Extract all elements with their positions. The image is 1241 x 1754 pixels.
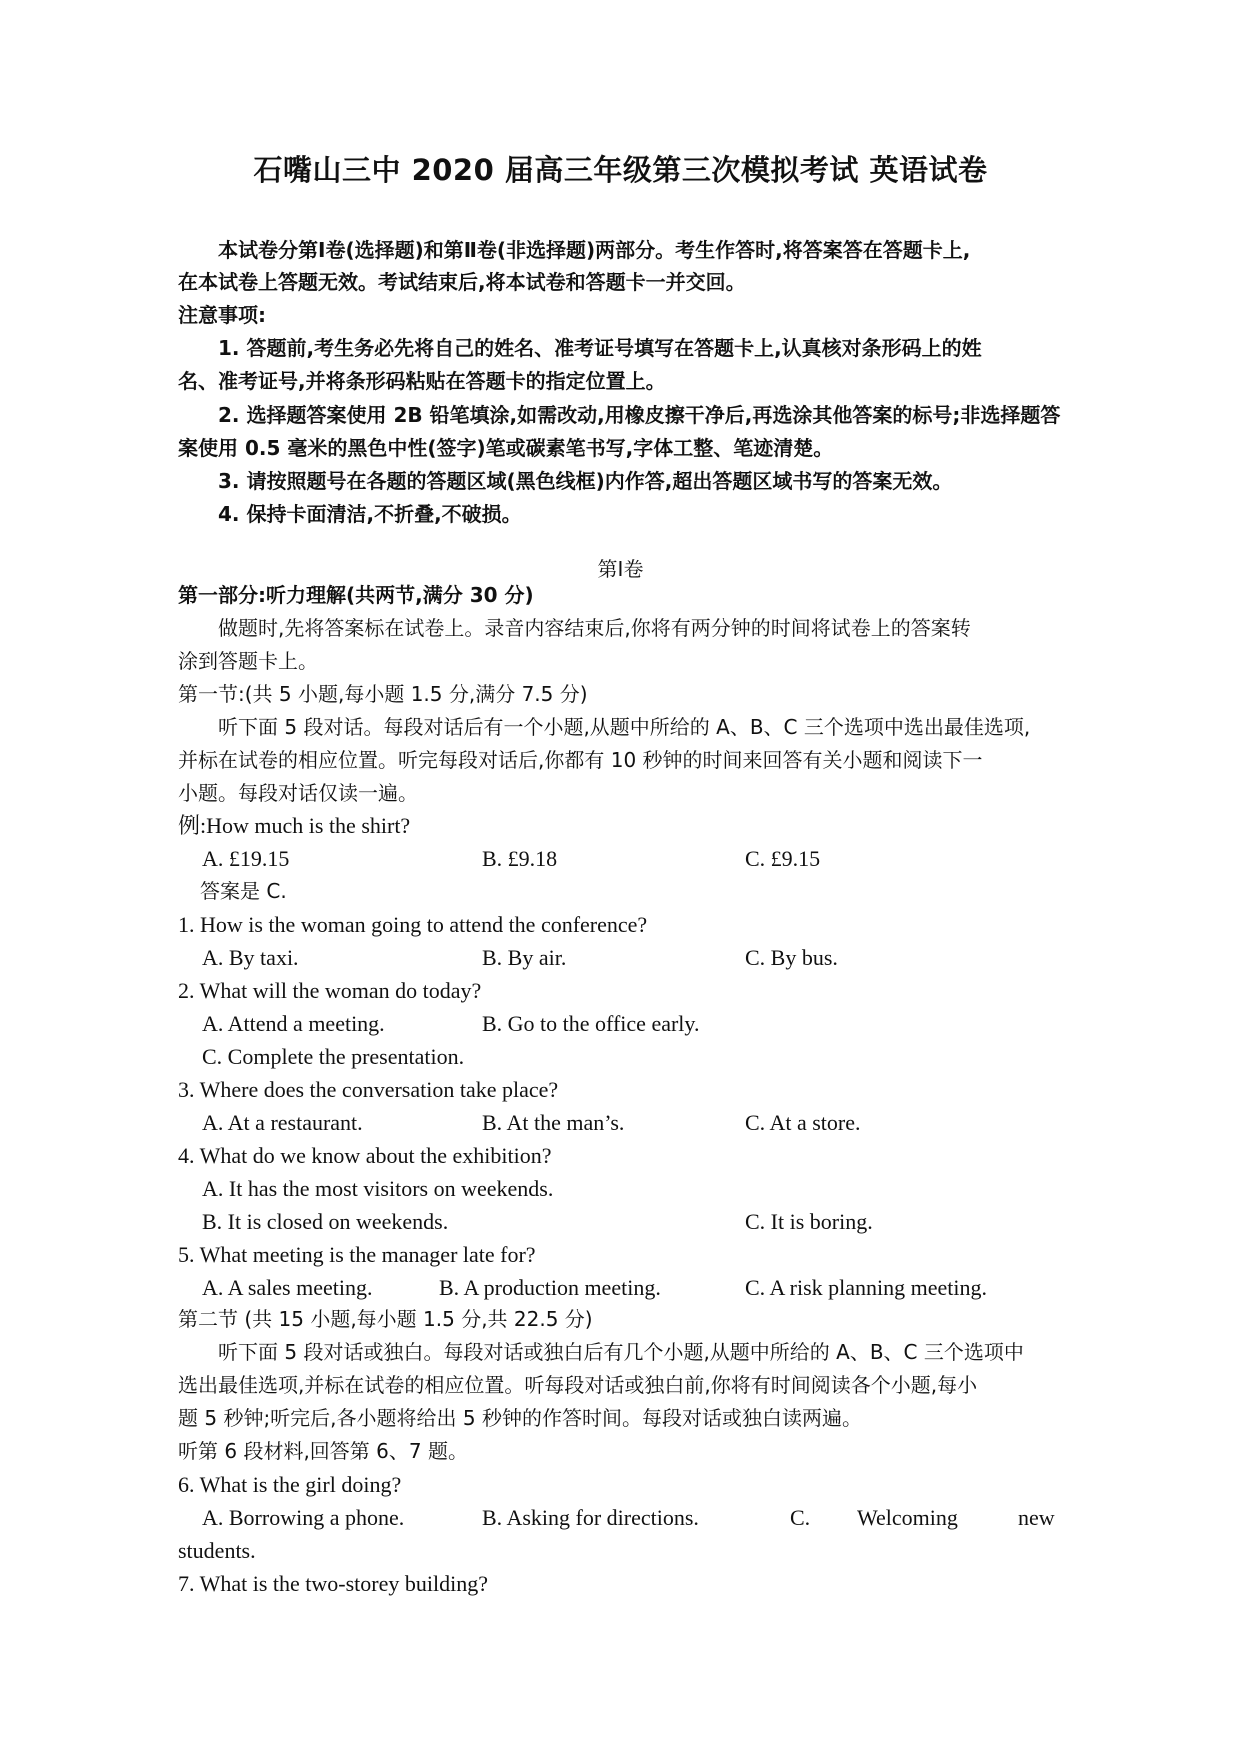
q1-option-b: B. By air. xyxy=(482,945,567,970)
section1-instr-2: 并标在试卷的相应位置。听完每段对话后,你都有 10 秒钟的时间来回答有关小题和阅读下一 xyxy=(178,748,983,772)
question-6: 6. What is the girl doing? xyxy=(178,1472,402,1497)
q4-option-a: A. It has the most visitors on weekends. xyxy=(202,1176,554,1201)
q3-option-b: B. At the man’s. xyxy=(482,1110,625,1135)
question-1: 1. How is the woman going to attend the conference? xyxy=(178,912,648,937)
question-5: 5. What meeting is the manager late for? xyxy=(178,1242,536,1267)
part1-heading: 第一部分:听力理解(共两节,满分 30 分) xyxy=(178,583,534,607)
q6-option-c-word-3: students. xyxy=(178,1538,256,1563)
q4-option-b: B. It is closed on weekends. xyxy=(202,1209,449,1234)
example-question: 例:How much is the shirt? xyxy=(178,813,411,838)
q4-option-c: C. It is boring. xyxy=(745,1209,873,1234)
q1-option-a: A. By taxi. xyxy=(202,945,299,970)
q5-option-b: B. A production meeting. xyxy=(439,1275,661,1300)
exam-title: 石嘴山三中 2020 届高三年级第三次模拟考试 英语试卷 xyxy=(253,153,988,187)
question-2: 2. What will the woman do today? xyxy=(178,978,482,1003)
example-option-c: C. £9.15 xyxy=(745,846,821,871)
q6-option-c-letter: C. xyxy=(790,1505,811,1530)
note-2-line-1: 2. 选择题答案使用 2B 铅笔填涂,如需改动,用橡皮擦干净后,再选涂其他答案的标号;非选择题答 xyxy=(218,403,1061,427)
q1-option-c: C. By bus. xyxy=(745,945,838,970)
q5-option-a: A. A sales meeting. xyxy=(202,1275,373,1300)
q3-option-c: C. At a store. xyxy=(745,1110,861,1135)
q2-option-b: B. Go to the office early. xyxy=(482,1011,700,1036)
question-7: 7. What is the two-storey building? xyxy=(178,1571,488,1596)
q5-option-c: C. A risk planning meeting. xyxy=(745,1275,987,1300)
section1-heading: 第一节:(共 5 小题,每小题 1.5 分,满分 7.5 分) xyxy=(178,682,588,706)
section2-material: 听第 6 段材料,回答第 6、7 题。 xyxy=(178,1439,468,1463)
section1-instr-3: 小题。每段对话仅读一遍。 xyxy=(178,781,418,805)
q6-option-b: B. Asking for directions. xyxy=(482,1505,699,1530)
section1-instr-1: 听下面 5 段对话。每段对话后有一个小题,从题中所给的 A、B、C 三个选项中选出最佳选项, xyxy=(218,715,1031,739)
intro-line-2: 在本试卷上答题无效。考试结束后,将本试卷和答题卡一并交回。 xyxy=(178,270,746,294)
section2-instr-2: 选出最佳选项,并标在试卷的相应位置。听每段对话或独白前,你将有时间阅读各个小题,每小 xyxy=(178,1373,978,1397)
q6-option-c-word-1: Welcoming xyxy=(857,1505,958,1530)
example-option-a: A. £19.15 xyxy=(202,846,290,871)
note-2-line-2: 案使用 0.5 毫米的黑色中性(签字)笔或碳素笔书写,字体工整、笔迹清楚。 xyxy=(178,436,834,460)
example-answer: 答案是 C. xyxy=(200,879,287,903)
section2-heading: 第二节 (共 15 小题,每小题 1.5 分,共 22.5 分) xyxy=(178,1307,593,1331)
intro-line-1: 本试卷分第Ⅰ卷(选择题)和第Ⅱ卷(非选择题)两部分。考生作答时,将答案答在答题卡上, xyxy=(218,238,971,262)
q6-option-c-word-2: new xyxy=(1018,1505,1055,1530)
section2-instr-1: 听下面 5 段对话或独白。每段对话或独白后有几个小题,从题中所给的 A、B、C 三个选项中 xyxy=(218,1340,1024,1364)
notes-heading: 注意事项: xyxy=(178,303,266,327)
example-option-b: B. £9.18 xyxy=(482,846,558,871)
note-3: 3. 请按照题号在各题的答题区域(黑色线框)内作答,超出答题区域书写的答案无效。 xyxy=(218,469,953,493)
section2-instr-3: 题 5 秒钟;听完后,各小题将给出 5 秒钟的作答时间。每段对话或独白读两遍。 xyxy=(178,1406,862,1430)
question-3: 3. Where does the conversation take place? xyxy=(178,1077,559,1102)
q6-option-a: A. Borrowing a phone. xyxy=(202,1505,405,1530)
note-1-line-2: 名、准考证号,并将条形码粘贴在答题卡的指定位置上。 xyxy=(178,369,666,393)
q2-option-a: A. Attend a meeting. xyxy=(202,1011,385,1036)
question-4: 4. What do we know about the exhibition? xyxy=(178,1143,552,1168)
q3-option-a: A. At a restaurant. xyxy=(202,1110,363,1135)
part1-instr-2: 涂到答题卡上。 xyxy=(178,649,318,673)
volume-heading: 第Ⅰ卷 xyxy=(597,557,644,581)
note-1-line-1: 1. 答题前,考生务必先将自己的姓名、准考证号填写在答题卡上,认真核对条形码上的姓 xyxy=(218,336,982,360)
note-4: 4. 保持卡面清洁,不折叠,不破损。 xyxy=(218,502,522,526)
q2-option-c: C. Complete the presentation. xyxy=(202,1044,465,1069)
part1-instr-1: 做题时,先将答案标在试卷上。录音内容结束后,你将有两分钟的时间将试卷上的答案转 xyxy=(218,616,971,640)
